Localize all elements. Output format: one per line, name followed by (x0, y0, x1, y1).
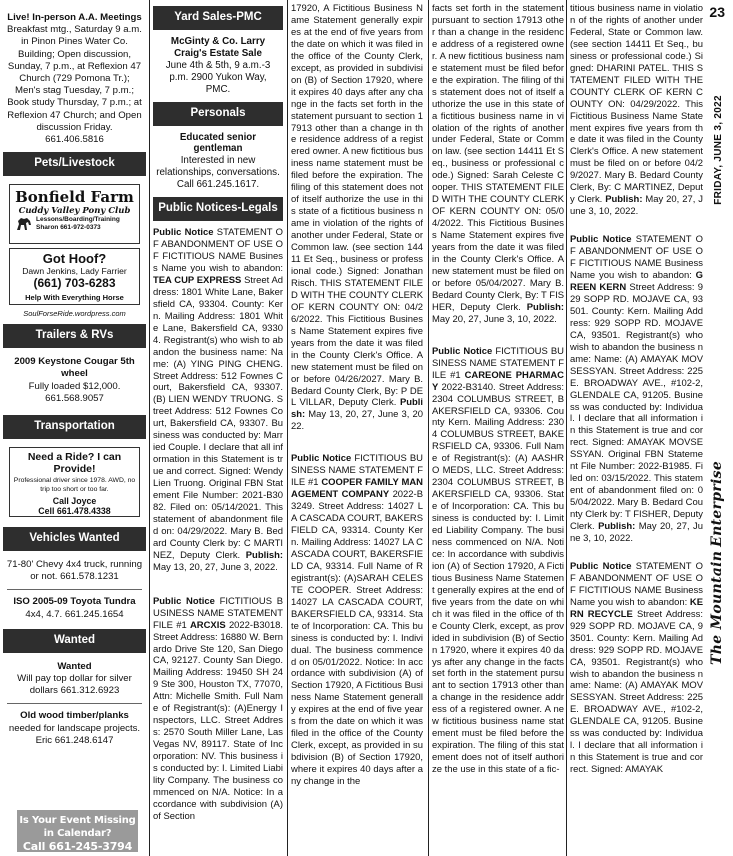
notice-intro: FICTITIOUS BUSINESS NAME STATEMENT FILE #1 (432, 345, 564, 381)
notice-intro: STATEMENT OF ABANDONMENT OF USE OF FICTITIOUS NAME Business Name you wish to abandon: (570, 560, 703, 608)
divider (7, 589, 142, 590)
section-head-pets: Pets/Livestock (3, 152, 146, 176)
spacer (570, 545, 703, 561)
notice-label: Public Notice (153, 595, 215, 607)
trailer-ad (3, 356, 146, 405)
event-banner-line1: Is Your Event Missing in Calendar? (19, 815, 136, 839)
vehicle-ad-chevy: 71-80' Chevy 4x4 truck, running or not. 661.578.1231 (6, 559, 143, 583)
notice-business-name: COOPER FAMILY MANAGEMENT COMPANY (291, 477, 423, 501)
tundra-title: ISO 2005-09 Toyota Tundra (13, 596, 136, 608)
notice-body: titious business name in violation of the rights of another under Federal, State or Common law. (see section 14411 Et Seq., business or professional code.) Signed: DHARINI PATEL. THIS STATEMENT FILED WITH THE COUNTY CLERK OF KERN COUNTY ON: 04/29/2022. This Fictitious Business Name Statement expires five years from the date it was filed in the County Clerk's Office. A new statement must be filed on or before 04/29/2027. Mary B. Bedard County Clerk, By: C MARTINEZ, Deputy Clerk. (570, 3, 703, 206)
aa-meetings-ad (3, 12, 146, 146)
notice-business-name: KERN RECYCLE (570, 596, 703, 620)
trailer-title: 2009 Keystone Cougar 5th wheel (14, 356, 135, 380)
publish-dates: May 20, 27, June 3, 10, 2022. (570, 194, 703, 218)
classifieds-column-1 (3, 0, 146, 856)
yard-sale-body: June 4th & 5th, 9 a.m.-3 p.m. 2900 Yukon Way, PMC. (165, 59, 271, 95)
horse-icon (15, 216, 33, 232)
ride-description: Professional driver since 1978. AWD, no trip too short or too far. (13, 477, 136, 493)
notice-label: Public Notice (153, 227, 214, 239)
hoof-phone: (661) 703-6283 (33, 276, 116, 291)
bonfield-contact: Sharon 661-972-0373 (36, 224, 101, 232)
notice-body: 2022-B3018. Street Address: 16880 W. Bernardo Drive Ste 120, San Diego CA, 92127. County San Diego. Mailing Address: 19450 SH 249 Ste 300, Houston TX, 77070, Attn: Michelle Smith. Full Name of Registrant(s): (A)Energy Inspectors, LLC. Street Address: 2570 South Miller Lane, Las Vegas NV, 89117. State of Incorporation: NV. This business is conducted by: I. Limited Liability Company. The business commenced on N/A. Notice: In accordance with subdivision (A) of Section (153, 619, 283, 822)
column-rule (428, 0, 429, 856)
hoof-tagline: Help With Everything Horse (25, 293, 124, 303)
spacer (570, 218, 703, 234)
legals-column-5 (570, 0, 703, 856)
timber-title: Old wood timber/planks (20, 710, 129, 722)
section-head-wanted: Wanted (3, 629, 146, 653)
public-notice-tea-cup-express (153, 227, 283, 574)
hoof-url[interactable]: SoulForseRide.wordpress.com (23, 309, 126, 319)
column-rule (566, 0, 567, 856)
notice-body: Street Address: 1801 White Lane, Bakersfield CA, 93304. County: Kern. Mailing Address: 1801 White Lane, Bakersfield CA, 93304. Registrant(s) who wish to abandon the business name: Name: (A) YING PING CHENG. Street Address: 512 Fownes Court, Bakersfield CA, 93307. (B) LIEN WENDY TRUONG. Street Address: 512 Fownes Court, Bakersfield CA, 93307. Business was conducted by: Married Couple. I declare that all information in this Statement is true and correct. Signed: Wendy Lien Truong. Original FBN Statement File Number: 2021-B3082. Filed on: 05/14/2021. This statement of abandonment filed on: 04/29/2022. Mary B. Bedard County Clerk by: C MARTINEZ, Deputy Clerk. (153, 274, 283, 561)
bonfield-farm-ad (9, 184, 140, 244)
bonfield-services: Lessons/Boarding/Training (36, 216, 120, 224)
notice-body: 17920, A Fictitious Business Name Statement generally expires at the end of five years from the date on which it was filed in the office of the County Clerk, except, as provided in subdivision (B) of Section 17920, where it expires 40 days after any change in the facts set forth in the statement pursuant to section 17913 other than a change in the residence address of a registered owner. A new fictitious business name statement must be filed before the expiration. The filing of this statement does not of itself authorize the use in this state of a fictitious business name in violation of the rights of another under Federal, State or Common law. (see section 14411 Et Seq., business or professional code.) Signed: Jonathan Risch. THIS STATEMENT FILED WITH THE COUNTY CLERK OF KERN COUNTY ON: 04/26/2022. This Fictitious Business Name Statement expires five years from the date it was filed in the County Clerk's Office. A new statement must be filed on or before 04/26/2027. Mary B. Bedard County Clerk, By: P DEL VILLAR, Deputy Clerk. (291, 3, 423, 409)
spacer (153, 574, 283, 596)
spacer (291, 433, 423, 453)
public-notice-green-kern (570, 234, 703, 545)
wanted-title: Wanted (57, 660, 92, 672)
got-hoof-ad (9, 248, 140, 305)
public-notice-arcxis-continued (291, 3, 423, 433)
tundra-body: 4x4, 4.7. 661.245.1654 (25, 608, 124, 620)
masthead-prefix: The Mountain (709, 550, 725, 665)
public-notice-cooper-continued (432, 3, 564, 326)
event-banner-line2: Call 661-245-3794 (22, 840, 133, 853)
section-head-vehicles: Vehicles Wanted (3, 527, 146, 551)
page-number: 23 (709, 4, 725, 20)
notice-label: Public Notice (432, 345, 493, 357)
notice-business-name: TEA CUP EXPRESS (153, 274, 242, 286)
notice-intro: STATEMENT OF ABANDONMENT OF USE OF FICTITIOUS NAME Business Name you wish to abandon: (153, 227, 283, 274)
calendar-event-banner (17, 810, 138, 852)
personals-title: Educated senior gentleman (179, 131, 257, 155)
public-notice-careone-pharmacy (432, 346, 564, 776)
publish-label: Publish: (291, 397, 423, 421)
publish-label: Publish: (245, 549, 283, 561)
timber-body: needed for landscape projects. Eric 661.248.6147 (8, 722, 141, 746)
public-notice-kern-recycle (570, 561, 703, 776)
side-masthead (706, 95, 728, 856)
hoof-names: Dawn Jenkins, Lady Farrier (22, 266, 127, 277)
masthead-title (709, 460, 725, 665)
notice-label: Public Notice (570, 560, 632, 572)
spacer (432, 326, 564, 346)
ride-ad (9, 447, 140, 517)
legals-column-3 (291, 0, 423, 856)
wanted-ad-timber (3, 710, 146, 747)
notice-business-name: CAREONE PHARMACY (432, 369, 564, 393)
section-head-legals: Public Notices-Legals (153, 197, 283, 221)
notice-intro: STATEMENT OF ABANDONMENT OF USE OF FICTITIOUS NAME Business Name you wish to abandon: (570, 234, 703, 282)
public-notice-cooper-family (291, 453, 423, 788)
ride-title: Need a Ride? I can Provide! (27, 451, 122, 476)
notice-label: Public Notice (291, 453, 352, 465)
notice-body: Street Address: 929 SOPP RD. MOJAVE CA, 93501. County: Kern. Mailing Address: 929 SOPP RD. MOJAVE CA, 93501. Registrant(s) who wish to abandon the business name: Name: (A) AMAYAK MOVSESSYAN. Street Address: 225 E. BROADWAY AVE., #102-2, GLENDALE CA, 91205. Business was conducted by: Individual. I declare that all information in this Statement is true and correct. Signed: AMAYAK MOVSESSYAN. Original FBN Statement File Number: 2022-B1985. Filed on: 03/15/2022. This statement of abandonment filed on: 05/04/2022. Mary B. Bedard County Clerk by: T FISHER, Deputy Clerk. (570, 281, 703, 533)
trailer-body: Fully loaded $12,000. 661.568.9057 (28, 380, 121, 404)
column-rule (149, 0, 150, 856)
ride-name: Call Joyce (52, 496, 97, 507)
classifieds-column-2 (153, 0, 283, 856)
yard-sale-title: McGinty & Co. Larry Craig's Estate Sale (170, 36, 266, 59)
hoof-title: Got Hoof? (42, 251, 107, 267)
personals-ad (153, 132, 283, 192)
notice-intro: FICTITIOUS BUSINESS NAME STATEMENT FILE #1 (291, 453, 423, 489)
yard-sale-ad (153, 36, 283, 96)
wanted-ad-silver (3, 661, 146, 698)
notice-body: Street Address: 929 SOPP RD. MOJAVE CA, 93501. County: Kern. Mailing Address: 929 SOPP RD. MOJAVE CA, 93501. Registrant(s) who wish to abandon the business name: Name: (A) AMAYAK MOVSESSYAN. Street Address: 225 E. BROADWAY AVE., #102-2, GLENDALE CA, 91205. Business was conducted by: Individual. I declare that all information in this Statement is true and correct. Signed: AMAYAK (570, 608, 703, 776)
notice-business-name: ARCXIS (189, 619, 226, 631)
publish-label: Publish: (605, 194, 643, 206)
notice-intro: FICTITIOUS BUSINESS NAME STATEMENT FILE #1 (153, 595, 283, 631)
column-rule (287, 0, 288, 856)
legals-column-4 (432, 0, 564, 856)
bonfield-subtitle: Cuddy Valley Pony Club (18, 206, 131, 217)
vehicle-ad-tundra (3, 596, 146, 620)
section-head-personals: Personals (153, 102, 283, 126)
notice-business-name: GREEN KERN (570, 270, 703, 293)
notice-body: 2022-B3140. Street Address: 2304 COLUMBUS STREET, BAKERSFIELD CA, 93306. County Kern. Mailing Address: 2304 COLUMBUS STREET, BAKERSFIELD CA, 93306. Full Name of Registrant(s): (A) AASHRO MEDS, LLC. Street Address: 2304 COLUMBUS STREET, BAKERSFIELD CA, 93306. State of Incorporation: CA. This business is conducted by: I. Limited Liability Company. The business commenced on N/A. Notice: In accordance with subdivision (A) of Section 17920, A Fictitious Business Name Statement generally expires at the end of five years from the date on which it was filed in the office of the County Clerk, except, as provided in subdivision (B) of Section 17920, where it expires 40 days after any change in the facts set forth in the statement pursuant to section 17913 other than a change in the residence address of a registered owner. A new fictitious business name statement must be filed before the expiration. The filing of this statement does not of itself authorize the use in this state of a fic- (432, 381, 564, 776)
wanted-body: Will pay top dollar for silver dollars 661.312.6923 (17, 673, 132, 697)
publish-dates: May 13, 20, 27, June 3, 2022. (291, 409, 423, 433)
publish-dates: May 20, 27, June 3, 10, 2022. (570, 521, 703, 544)
ride-phone: Cell 661.478.4338 (38, 506, 111, 517)
public-notice-careone-continued (570, 3, 703, 218)
bonfield-title: Bonfield Farm (15, 188, 134, 207)
publish-label: Publish: (526, 301, 564, 313)
section-head-trailers: Trailers & RVs (3, 324, 146, 348)
aa-body: Breakfast mtg., Saturday 9 a.m. in Pinon Pines Water Co. Building; Open discussion, Sunday, 7 p.m., at Reflexion 47 Church (729 Pomona Tr.); Men's stag Tuesday, 7 p.m.; Book study Thursday, 7 p.m.; at Reflexion 47 Church; and Open discussion Friday. 661.406.5816 (7, 24, 142, 146)
notice-body: facts set forth in the statement pursuant to section 17913 other than a change in the residence address of a registered owner. A new fictitious business name statement must be filed before the expiration. The filing of this statement does not of itself authorize the use in this state of a fictitious business name in violation of the rights of another under Federal, State or Common law. (see section 14411 Et Seq., business or professional code.) Signed: Sarah Celeste Cooper. THIS STATEMENT FILED WITH THE COUNTY CLERK OF KERN COUNTY ON: 05/04/2022. This Fictitious Business Name Statement expires five years from the date it was filed in the County Clerk's Office. A new statement must be filed on or before 05/04/2027. Mary B. Bedard County Clerk, By: T FISHER, Deputy Clerk. (432, 3, 564, 313)
section-head-transportation: Transportation (3, 415, 146, 439)
issue-date: FRIDAY, JUNE 3, 2022 (713, 95, 724, 205)
public-notice-arcxis (153, 596, 283, 823)
publish-label: Publish: (598, 521, 636, 533)
notice-label: Public Notice (570, 234, 632, 246)
divider (7, 703, 142, 704)
section-head-yard-sales: Yard Sales-PMC (153, 6, 283, 30)
masthead-name: Enterprise (709, 460, 725, 547)
publish-dates: May 13, 20, 27, June 3, 2022. (153, 561, 278, 573)
aa-title: Live! In-person A.A. Meetings (7, 12, 142, 23)
publish-dates: May 20, 27, June 3, 10, 2022. (432, 313, 557, 325)
personals-body: Interested in new relationships, conversations. Call 661.245.1617. (156, 155, 280, 191)
notice-body: 2022-B3249. Street Address: 14027 LA CASCADA COURT, BAKERSFIELD CA, 93314. County Kern. Mailing Address: 14027 LA CASCADA COURT, BAKERSFIELD CA, 93314. Full Name of Registrant(s): (A)SARAH CELESTE COOPER. Street Address: 14027 LA CASCADA COURT, BAKERSFIELD CA, 93314. State of Incorporation: CA. This business is conducted by: I. Individual. The business commenced on 05/01/2022. Notice: In accordance with subdivision (A) of Section 17920, A Fictitious Business Name Statement generally expires at the end of five years from the date on which it was filed in the office of the County Clerk, except, as provided in subdivision (B) of Section 17920, where it expires 40 days after any change in the (291, 489, 423, 788)
